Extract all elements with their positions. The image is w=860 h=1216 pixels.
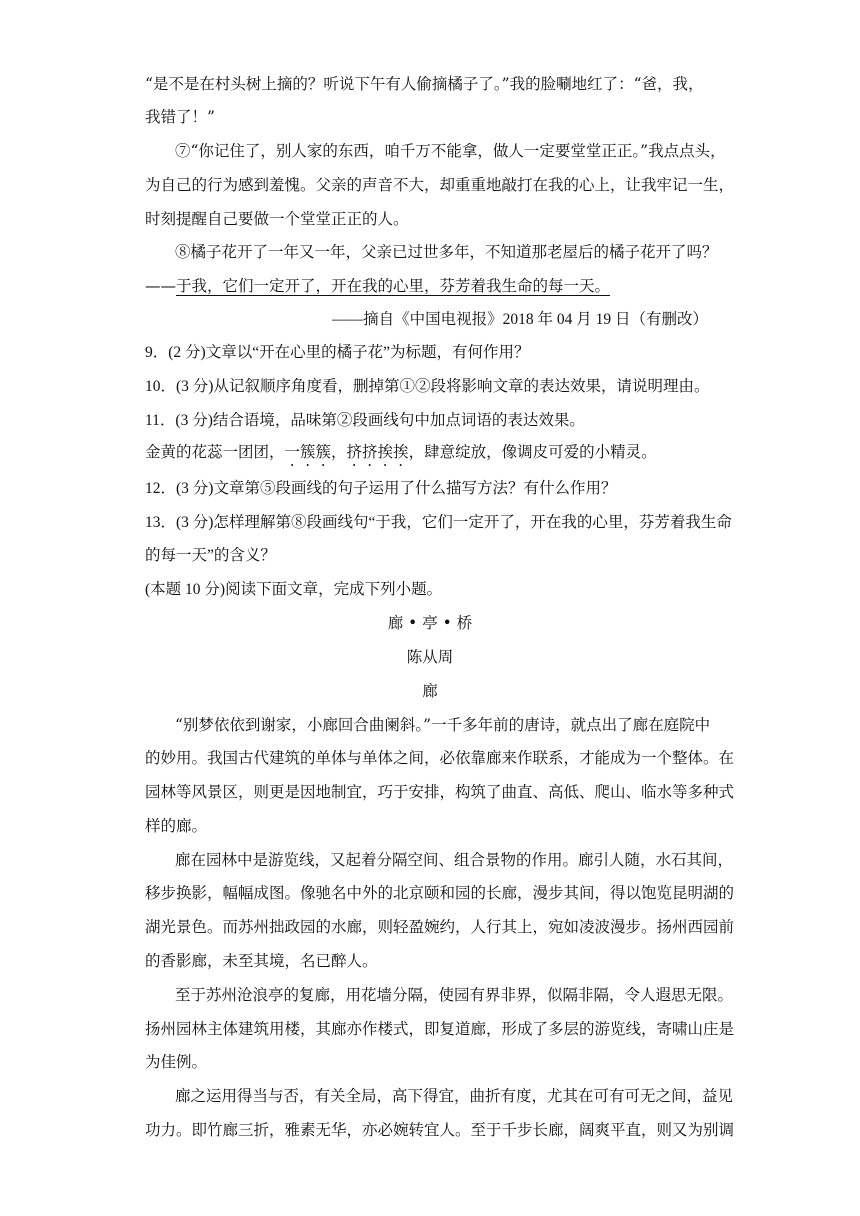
article-title: 廊 • 亭 • 桥 <box>387 614 473 632</box>
paragraph-line: 扬州园林主体建筑用楼，其廊亦作楼式，即复道廊，形成了多层的游览线，寄啸山庄是 <box>145 1020 735 1038</box>
paragraph-line: 的香影廊，未至其境，名已醉人。 <box>145 952 378 970</box>
sentence-part: ， <box>331 444 347 461</box>
sentence-part: ，肆意绽放，像调皮可爱的小精灵。 <box>408 444 657 461</box>
question-13-line: 13．(3 分)怎样理解第⑧段画线句“于我，它们一定开了，开在我的心里，芬芳着我生命 <box>145 514 732 531</box>
question-11: 11．(3 分)结合语境，品味第②段画线句中加点词语的表达效果。 <box>145 412 585 429</box>
paragraph-line: 廊在园林中是游览线，又起着分隔空间、组合景物的作用。廊引人随，水石其间， <box>175 851 734 869</box>
paragraph-7-line: 时刻提醒自己要做一个堂堂正正的人。 <box>145 210 409 228</box>
source-citation: ——摘自《中国电视报》2018 年 04 月 19 日（有删改） <box>332 311 708 328</box>
paragraph-line: 的妙用。我国古代建筑的单体与单体之间，必依靠廊来作联系，才能成为一个整体。在 <box>145 749 735 767</box>
paragraph-8-line: ⑧橘子花开了一年又一年，父亲已过世多年，不知道那老屋后的橘子花开了吗？ <box>175 243 718 261</box>
dash: —— <box>145 277 176 295</box>
paragraph-7-line: 为自己的行为感到羞愧。父亲的声音不大，却重重地敲打在我的心上，让我牢记一生， <box>145 176 735 194</box>
paragraph-line: 园林等风景区，则更是因地制宜，巧于安排，构筑了曲直、高低、爬山、临水等多种式 <box>145 783 735 801</box>
paragraph-line: 湖光景色。而苏州拙政园的水廊，则轻盈婉约，人行其上，宛如凌波漫步。扬州西园前 <box>145 918 735 936</box>
passage-line: 我错了！” <box>145 108 215 126</box>
paragraph-line: 至于苏州沧浪亭的复廊，用花墙分隔，使园有界非界，似隔非隔，令人遐思无限。 <box>175 986 734 1004</box>
question-11-sentence <box>145 443 657 470</box>
paragraph-7-line: ⑦“你记住了，别人家的东西，咱千万不能拿，做人一定要堂堂正正。”我点点头， <box>175 142 726 160</box>
question-12: 12．(3 分)文章第⑤段画线的句子运用了什么描写方法？有什么作用？ <box>145 480 617 497</box>
dotted-word: 一簇簇 <box>284 444 332 461</box>
paragraph-line: 廊之运用得当与否，有关全局，高下得宜，曲折有度，尤其在可有可无之间，益见 <box>175 1087 734 1105</box>
passage-line: “是不是在村头树上摘的？听说下午有人偷摘橘子了。”我的脸唰地红了：“爸，我， <box>145 75 704 93</box>
paragraph-line: “别梦依依到谢家，小廊回合曲阑斜。”一千多年前的唐诗，就点出了廊在庭院中 <box>175 716 711 734</box>
paragraph-line: 功力。即竹廊三折，雅素无华，亦必婉转宜人。至于千步长廊，阔爽平直，则又为别调 <box>145 1121 735 1139</box>
sentence-part: 金黄的花蕊一团团， <box>145 444 285 461</box>
dotted-word: 挤挤挨挨 <box>346 444 409 461</box>
underlined-sentence: 于我，它们一定开了，开在我的心里，芬芳着我生命的每一天。 <box>176 277 611 295</box>
question-10: 10．(3 分)从记叙顺序角度看，删掉第①②段将影响文章的表达效果，请说明理由。 <box>145 378 710 395</box>
article-author: 陈从周 <box>406 648 454 666</box>
reading-intro: (本题 10 分)阅读下面文章，完成下列小题。 <box>145 581 443 598</box>
paragraph-line: 为佳例。 <box>145 1053 208 1071</box>
paragraph-line: 移步换影，幅幅成图。像驰名中外的北京颐和园的长廊，漫步其间，得以饱览昆明湖的 <box>145 884 735 902</box>
section-heading: 廊 <box>422 682 438 700</box>
question-13-line: 的每一天”的含义？ <box>145 547 276 564</box>
paragraph-8-underlined-line <box>145 276 610 296</box>
question-9: 9．(2 分)文章以“开在心里的橘子花”为标题，有何作用？ <box>145 344 530 361</box>
paragraph-line: 样的廊。 <box>145 817 208 835</box>
